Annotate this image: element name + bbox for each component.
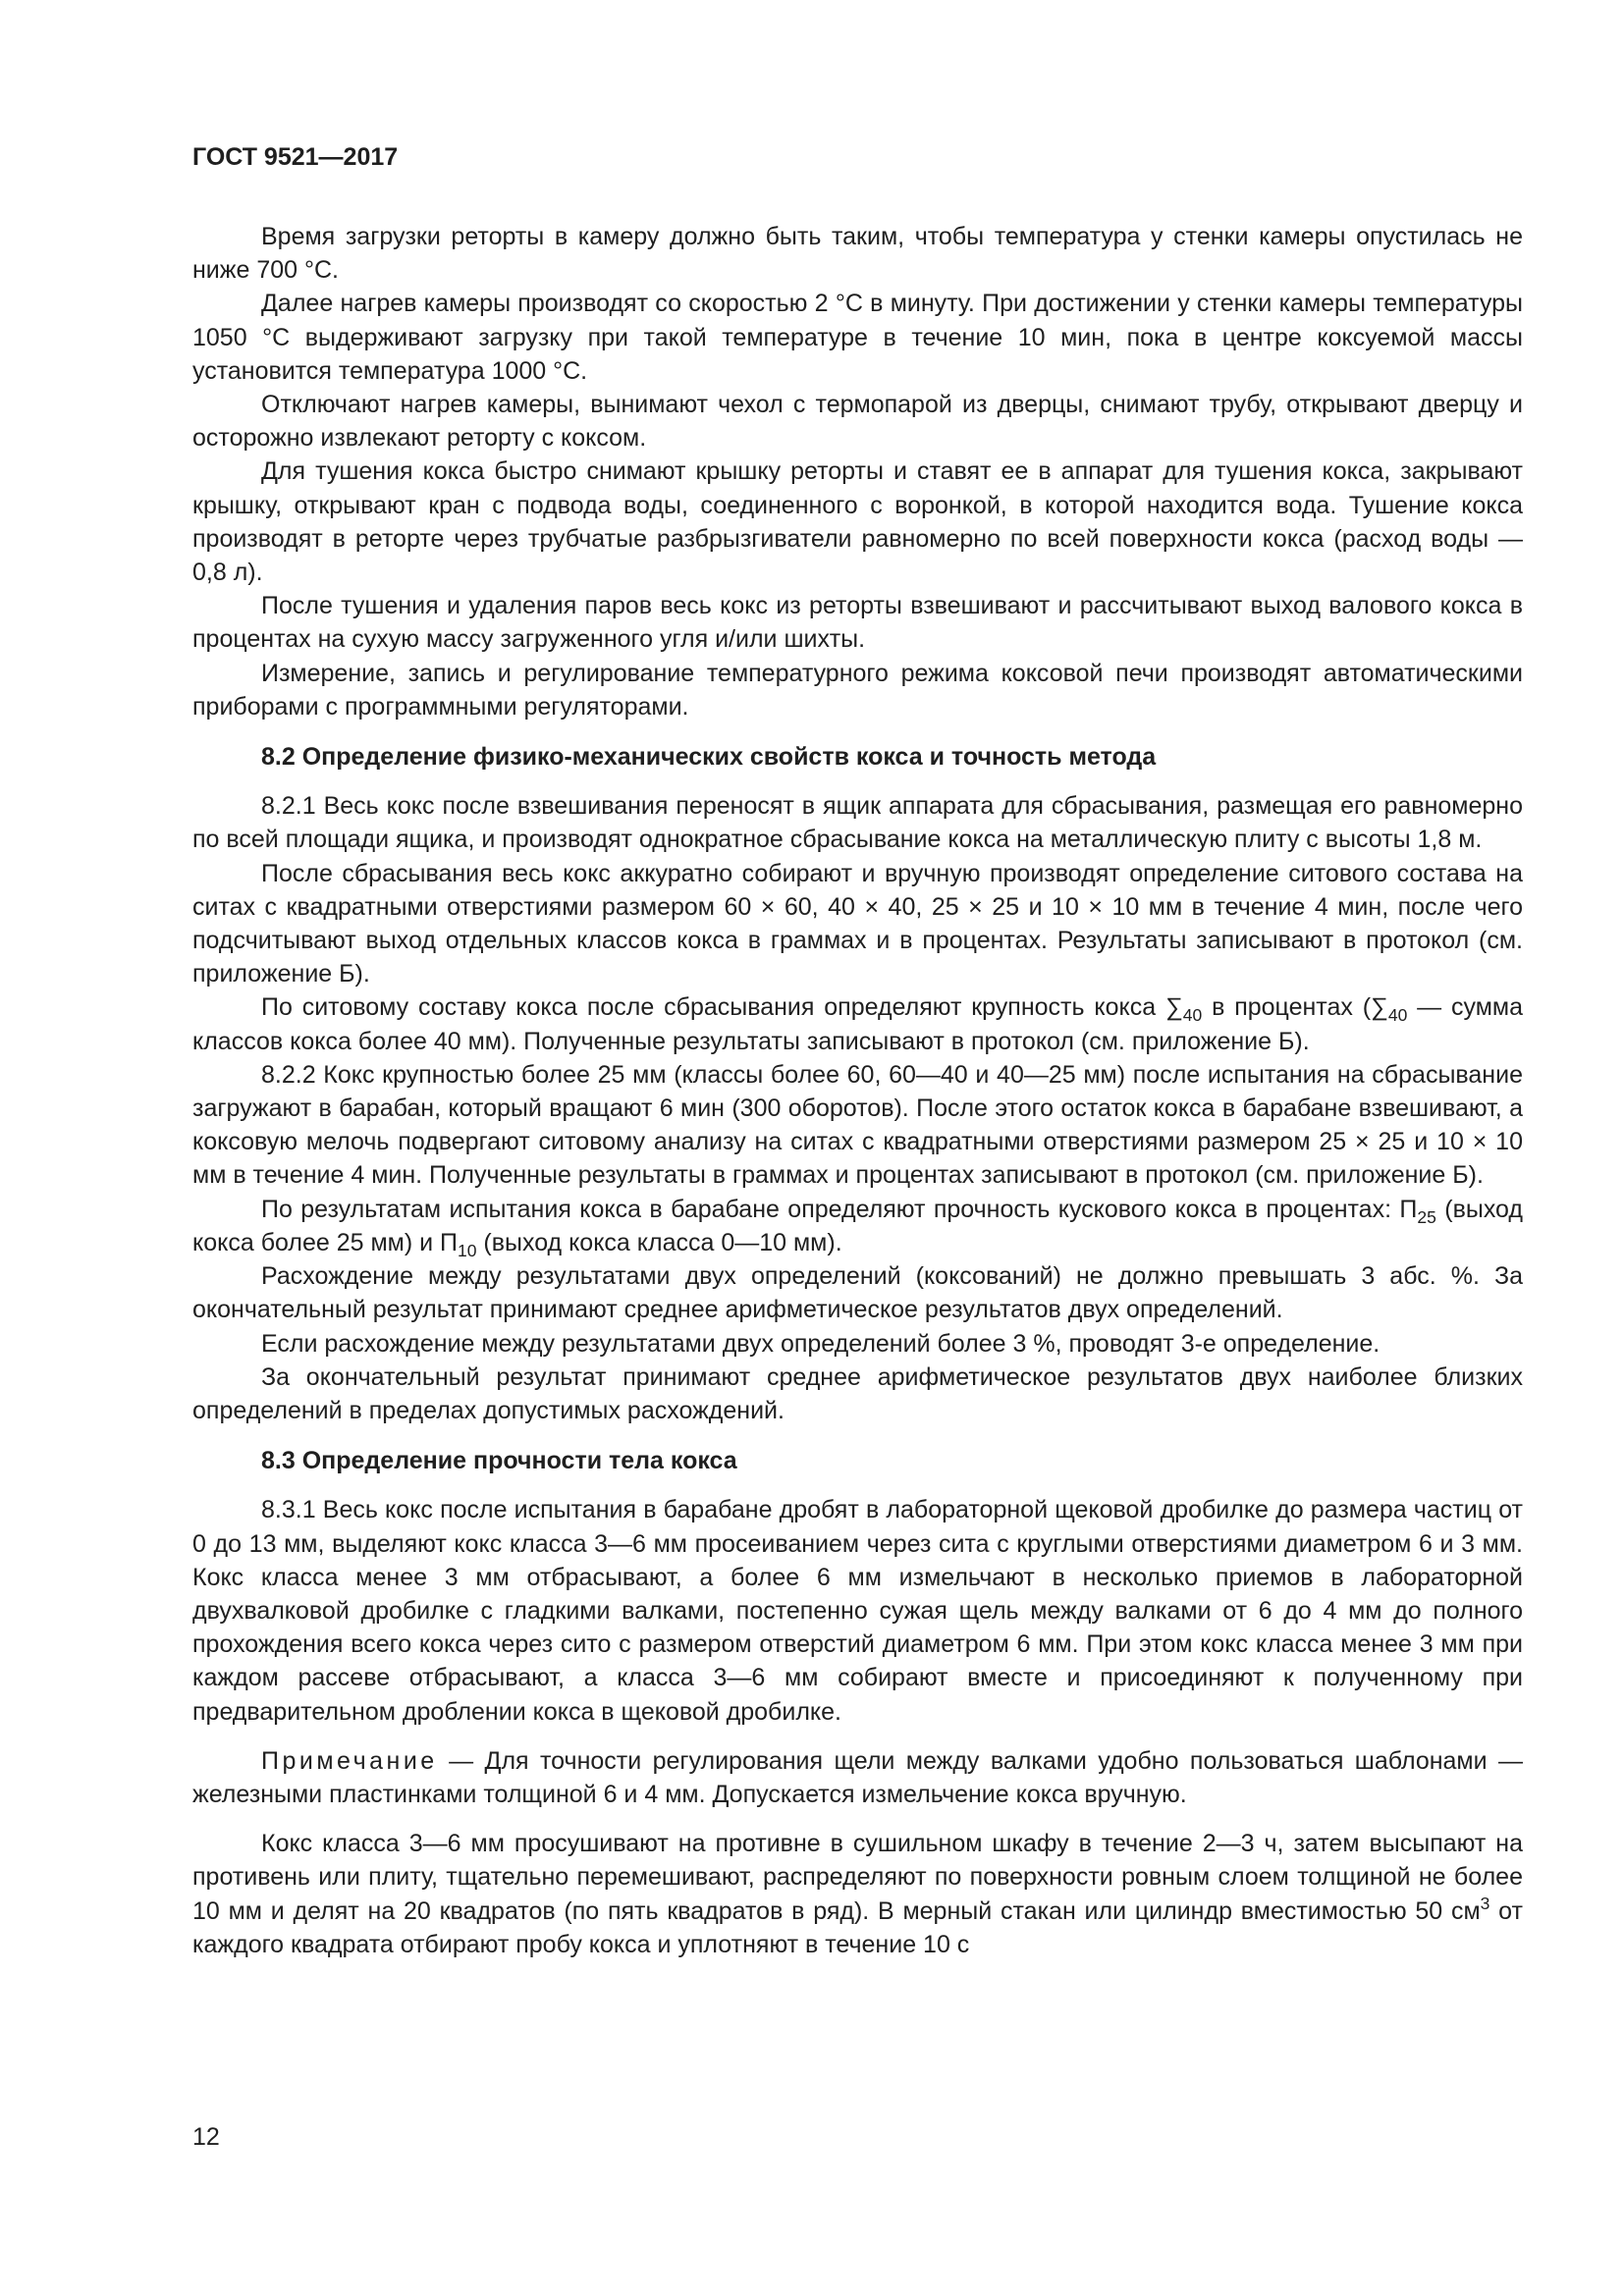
section-heading-8-3: 8.3 Определение прочности тела кокса bbox=[261, 1447, 737, 1475]
paragraph: Далее нагрев камеры производят со скоростью 2 °С в минуту. При достижении у стенки камеры температуры 1050 °С выдерживают загрузку при такой температуре в течение 10 мин, пока в центре коксуемой массы установится температура 1000 °С. bbox=[192, 290, 1523, 385]
document-body bbox=[192, 220, 1523, 1961]
page-header: ГОСТ 9521—2017 bbox=[192, 143, 399, 171]
paragraph: Расхождение между результатами двух определений (коксований) не должно превышать 3 абс. %. За окончательный результат принимают среднее арифметическое результатов двух определений. bbox=[192, 1262, 1523, 1324]
note-text: — Для точности регулирования щели между валками удобно пользоваться шаблонами — железными пластинками толщиной 6 и 4 мм. Допускается измельчение кокса вручную. bbox=[192, 1746, 1523, 1808]
note bbox=[192, 1744, 1523, 1811]
section-heading-8-2: 8.2 Определение физико-механических свойств кокса и точность метода bbox=[261, 743, 1157, 772]
paragraph: Измерение, запись и регулирование температурного режима коксовой печи производят автоматическими приборами с программными регуляторами. bbox=[192, 659, 1523, 721]
paragraph-sum40: По ситовому составу кокса после сбрасывания определяют крупность кокса $\sum_{40}$ в процентах ($\sum_{40}$ — сумма классов кокса более 40 мм). Полученные результаты записывают в протокол (см. приложение Б). bbox=[192, 993, 1523, 1055]
paragraph-8-2-1: 8.2.1 Весь кокс после взвешивания переносят в ящик аппарата для сбрасывания, размещая его равномерно по всей площади ящика, и производят однократное сбрасывание кокса на металлическую плиту с высоты 1,8 м. bbox=[192, 792, 1523, 854]
paragraph: Отключают нагрев камеры, вынимают чехол с термопарой из дверцы, снимают трубу, открывают дверцу и осторожно извлекают реторту с коксом. bbox=[192, 391, 1523, 453]
paragraph: За окончательный результат принимают среднее арифметическое результатов двух наиболее близких определений в пределах допустимых расхождений. bbox=[192, 1362, 1523, 1424]
paragraph-8-3-1: 8.3.1 Весь кокс после испытания в барабане дробят в лабораторной щековой дробилке до размера частиц от 0 до 13 мм, выделяют кокс класса 3—6 мм просеиванием через сита с круглыми отверстиями диаметром 6 и 3 мм. Кокс класса менее 3 мм отбрасывают, а более 6 мм измельчают в несколько приемов в лабораторной двухвалковой дробилке с гладкими валками, постепенно сужая щель между валками от 6 до 4 мм до полного прохождения всего кокса через сито с размером отверстий диаметром 6 мм. При этом кокс класса менее 3 мм при каждом рассеве отбрасывают, а класса 3—6 мм собирают вместе и присоединяют к полученному при предварительном дроблении кокса в щековой дробилке. bbox=[192, 1496, 1523, 1726]
paragraph-8-2-2: 8.2.2 Кокс крупностью более 25 мм (классы более 60, 60—40 и 40—25 мм) после испытания на сбрасывание загружают в барабан, который вращают 6 мин (300 оборотов). После этого остаток кокса в барабане взвешивают, а коксовую мелочь подвергают ситовому анализу на ситах с квадратными отверстиями размером 25 × 25 и 10 × 10 мм в течение 4 мин. Полученные результаты в граммах и процентах записывают в протокол (см. приложение Б). bbox=[192, 1060, 1523, 1190]
paragraph: Время загрузки реторты в камеру должно быть таким, чтобы температура у стенки камеры опустилась не ниже 700 °С. bbox=[192, 223, 1523, 285]
note-label: Примечание bbox=[261, 1746, 438, 1775]
paragraph-strength: По результатам испытания кокса в барабане определяют прочность кускового кокса в процентах: $П_{25}$ (выход кокса более 25 мм) и $П_{10}$ (выход кокса класса 0—10 мм). bbox=[192, 1195, 1523, 1260]
paragraph: После сбрасывания весь кокс аккуратно собирают и вручную производят определение ситового состава на ситах с квадратными отверстиями размером 60 × 60, 40 × 40, 25 × 25 и 10 × 10 мм в течение 4 мин, после чего подсчитывают выход отдельных классов кокса в граммах и в процентах. Результаты записывают в протокол (см. приложение Б). bbox=[192, 859, 1523, 988]
page-number: 12 bbox=[192, 2123, 220, 2151]
paragraph: Кокс класса 3—6 мм просушивают на противне в сушильном шкафу в течение 2—3 ч, затем высыпают на противень или плиту, тщательно перемешивают, распределяют по поверхности ровным слоем толщиной не более 10 мм и делят на 20 квадратов (по пять квадратов в ряд). В мерный стакан или цилиндр вместимостью 50 $см^3$ от каждого квадрата отбирают пробу кокса и уплотняют в течение 10 с bbox=[192, 1830, 1523, 1958]
paragraph: Для тушения кокса быстро снимают крышку реторты и ставят ее в аппарат для тушения кокса, закрывают крышку, открывают кран с подвода воды, соединенного с воронкой, в которой находится вода. Тушение кокса производят в реторте через трубчатые разбрызгиватели равномерно по всей поверхности кокса (расход воды — 0,8 л). bbox=[192, 457, 1523, 587]
paragraph: Если расхождение между результатами двух определений более 3 %, проводят 3-е определение. bbox=[261, 1329, 1380, 1358]
paragraph: После тушения и удаления паров весь кокс из реторты взвешивают и рассчитывают выход валового кокса в процентах на сухую массу загруженного угля и/или шихты. bbox=[192, 592, 1523, 654]
